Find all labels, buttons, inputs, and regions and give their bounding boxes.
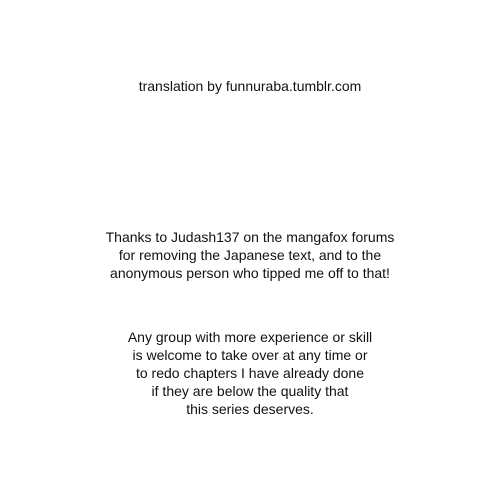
note-line-5: this series deserves. — [186, 401, 314, 417]
note-line-1: Any group with more experience or skill — [127, 329, 373, 345]
note-line-2: is welcome to take over at any time or — [132, 347, 368, 363]
thanks-line-3: anonymous person who tipped me off to that! — [110, 265, 390, 281]
translation-credit-line: translation by funnuraba.tumblr.com — [138, 78, 362, 94]
thanks-line-1: Thanks to Judash137 on the mangafox forums — [105, 229, 395, 245]
thanks-line-2: for removing the Japanese text, and to the — [118, 247, 382, 263]
note-line-4: if they are below the quality that — [151, 383, 349, 399]
note-line-3: to redo chapters I have already done — [135, 365, 365, 381]
